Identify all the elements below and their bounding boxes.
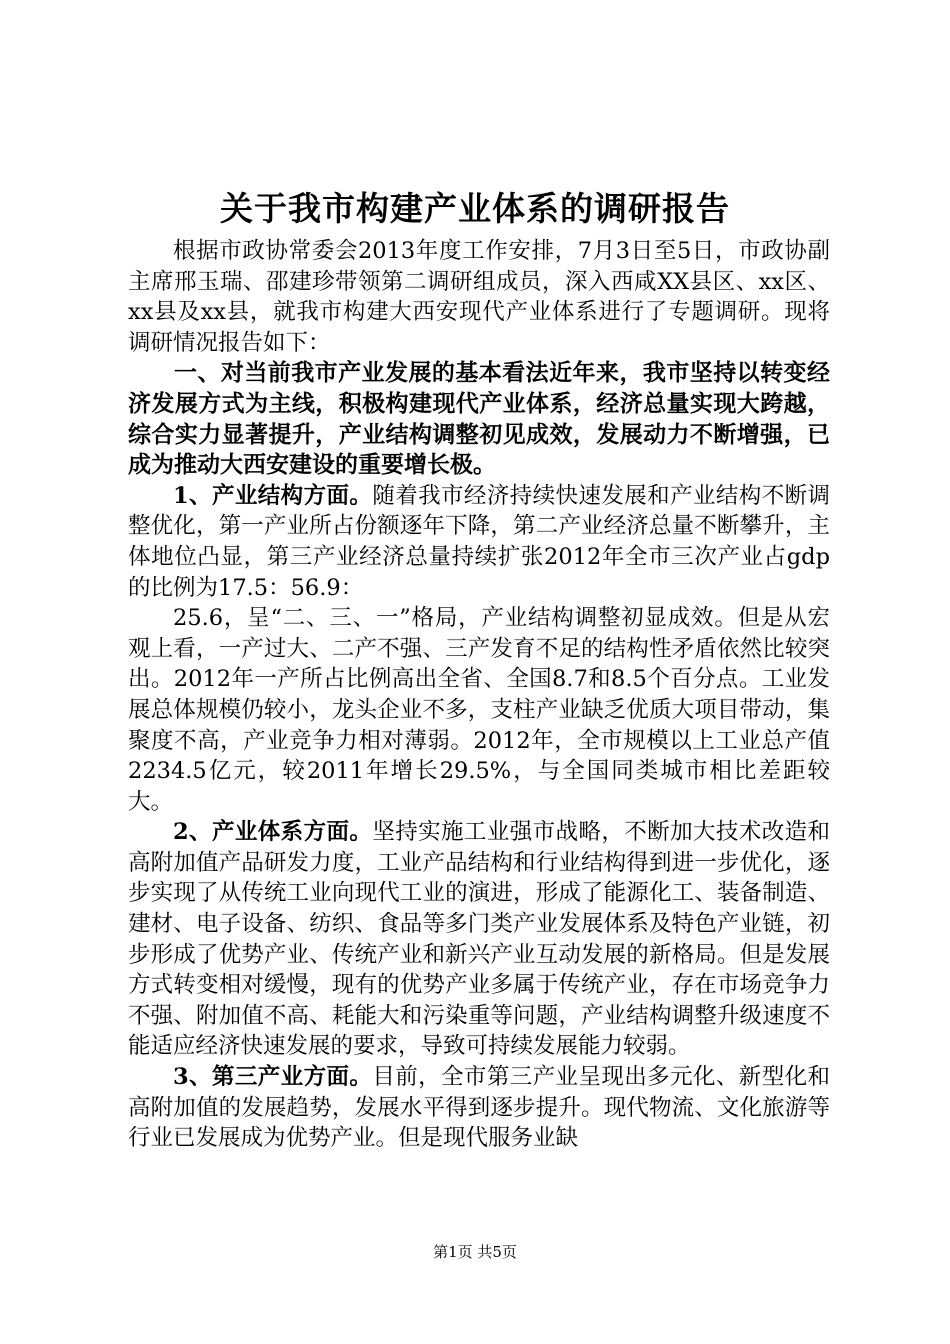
paragraph-tertiary-industry (128, 1062, 830, 1154)
paragraph-text: 根据市政协常委会2013年度工作安排，7月3日至5日，市政协副主席邢玉瑞、邵建珍带领第二调研组成员，深入西咸XX县区、xx区、xx县及xx县，就我市构建大西安现代产业体系进行了专题调研。现将调研情况报告如下： (128, 238, 830, 356)
page-footer: 第1页 共5页 (433, 1243, 517, 1261)
paragraph-text: 随着我市经济持续快速发展和产业结构不断调整优化，第一产业所占份额逐年下降，第二产业经济总量不断攀升，主体地位凸显，第三产业经济总量持续扩张2012年全市三次产业占gdp的比例为17.5：56.9： (128, 482, 831, 601)
paragraph-text: 25.6，呈“二、三、一”格局，产业结构调整初显成效。但是从宏观上看，一产过大、二产不强、三产发育不足的结构性矛盾依然比较突出。2012年一产所占比例高出全省、全国8.7和8.5个百分点。工业发展总体规模仍较小，龙头企业不多，支柱产业缺乏优质大项目带动，集聚度不高，产业竞争力相对薄弱。2012年，全市规模以上工业总产值2234.5亿元，较2011年增长29.5%，与全国同类城市相比差距较大。 (128, 605, 830, 815)
paragraph-text: 目前，全市第三产业呈现出多元化、新型化和高附加值的发展趋势，发展水平得到逐步提升。现代物流、文化旅游等行业已发展成为优势产业。但是现代服务业缺 (128, 1064, 831, 1152)
paragraph-intro (128, 236, 830, 358)
paragraph-industrial-system (128, 817, 830, 1062)
paragraph-lead: 3、第三产业方面。 (173, 1064, 373, 1091)
document-body (128, 236, 830, 1154)
paragraph-lead: 2、产业体系方面。 (173, 819, 373, 846)
paragraph-text: 坚持实施工业强市战略，不断加大技术改造和高附加值产品研发力度，工业产品结构和行业结构得到进一步优化，逐步实现了从传统工业向现代工业的演进，形成了能源化工、装备制造、建材、电子设备、纺织、食品等多门类产业发展体系及特色产业链，初步形成了优势产业、传统产业和新兴产业互动发展的新格局。但是发展方式转变相对缓慢，现有的优势产业多属于传统产业，存在市场竞争力不强、附加值不高、耗能大和污染重等问题，产业结构调整升级速度不能适应经济快速发展的要求，导致可持续发展能力较弱。 (128, 819, 831, 1060)
paragraph-industrial-structure (128, 481, 830, 603)
section-heading-paragraph (128, 358, 830, 480)
document-title: 关于我市构建产业体系的调研报告 (220, 189, 730, 228)
paragraph-structure-continued (128, 603, 830, 817)
paragraph-lead: 1、产业结构方面。 (173, 482, 373, 509)
paragraph-text: 一、对当前我市产业发展的基本看法近年来，我市坚持以转变经济发展方式为主线，积极构建现代产业体系，经济总量实现大跨越，综合实力显著提升，产业结构调整初见成效，发展动力不断增强，已成为推动大西安建设的重要增长极。 (128, 359, 830, 479)
